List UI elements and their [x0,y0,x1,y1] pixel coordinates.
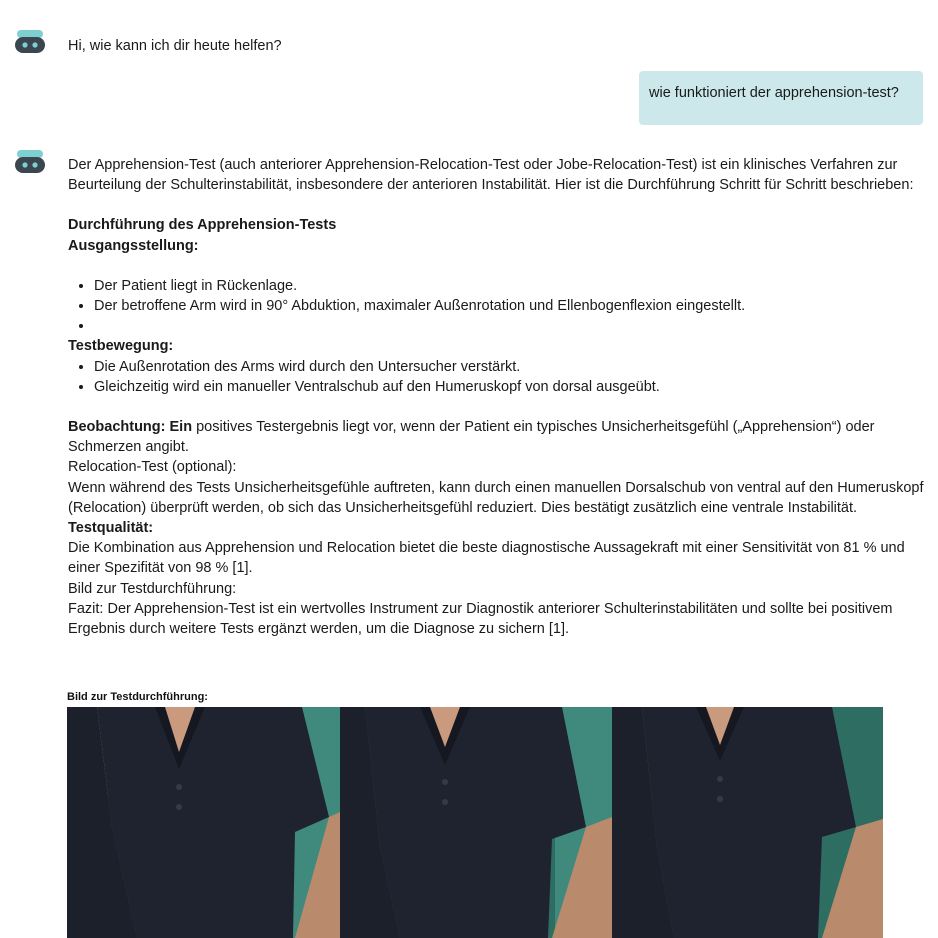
image-label: Bild zur Testdurchführung: [68,580,237,597]
conclusion-text: Fazit: Der Apprehension-Test ist ein wertvolles Instrument zur Diagnostik anteriorer Schulterinstabilitäten und sollte bei positivem Ergebnis durch weitere Tests ergänzt werden, um die Diagnose zu sichern [1]. [68,600,893,638]
list-item: • Die Außenrotation des Arms wird durch den Untersucher verstärkt. [94,357,934,377]
list-item: • Gleichzeitig wird ein manueller Ventralschub auf den Humeruskopf von dorsal ausgeübt. [94,377,934,397]
answer-heading: Durchführung des Apprehension-Tests [68,217,337,234]
robot-visor-icon [15,30,45,56]
user-message-text: wie funktioniert der apprehension-test? [649,85,899,101]
start-position-label: Ausgangsstellung: [68,237,199,254]
observation-text: positives Testergebnis liegt vor, wenn der Patient ein typisches Unsicherheitsgefühl („Apprehension“) oder Schmerzen angibt. [68,419,875,456]
test-procedure-image[interactable] [67,707,883,938]
bot-avatar [15,30,45,56]
movement-label: Testbewegung: [68,338,174,355]
list-item: • Der Patient liegt in Rückenlage. [94,276,934,296]
list-item: • Der betroffene Arm wird in 90° Abduktion, maximaler Außenrotation und Ellenbogenflexion eingestellt. [94,296,934,316]
photo-panel [67,707,340,938]
start-position-list [68,276,934,337]
bot-answer [68,155,934,639]
image-caption: Bild zur Testdurchführung: [67,691,208,703]
robot-visor-icon [15,150,45,176]
movement-list [68,357,934,397]
answer-intro: Der Apprehension-Test (auch anteriorer Apprehension-Relocation-Test oder Jobe-Relocation-Test) ist ein klinisches Verfahren zur Beurteilung der Schulterinstabilität, insbesondere der anterioren Instabilität. Hier ist die Durchführung Schritt für Schritt beschrieben: [68,157,914,194]
quality-text: Die Kombination aus Apprehension und Relocation bietet die beste diagnostische Aussagekraft mit einer Sensitivität von 81 % und einer Spezifität von 98 % [1]. [68,540,905,577]
photo-panel [612,707,883,938]
photo-panel [340,707,612,938]
observation-paragraph [68,417,934,457]
list-item [94,316,934,336]
bot-avatar [15,150,45,176]
bot-greeting: Hi, wie kann ich dir heute helfen? [68,38,282,54]
relocation-text: Wenn während des Tests Unsicherheitsgefühle auftreten, kann durch einen manuellen Dorsalschub von ventral auf den Humeruskopf (Relocation) überprüft werden, ob sich das Unsicherheitsgefühl reduziert. Dies bestätigt zusätzlich eine ventrale Instabilität. [68,479,924,516]
relocation-label: Relocation-Test (optional): [68,459,237,476]
user-message-bubble [639,71,923,125]
observation-label: Beobachtung: Ein [68,419,193,436]
quality-label: Testqualität: [68,520,154,537]
